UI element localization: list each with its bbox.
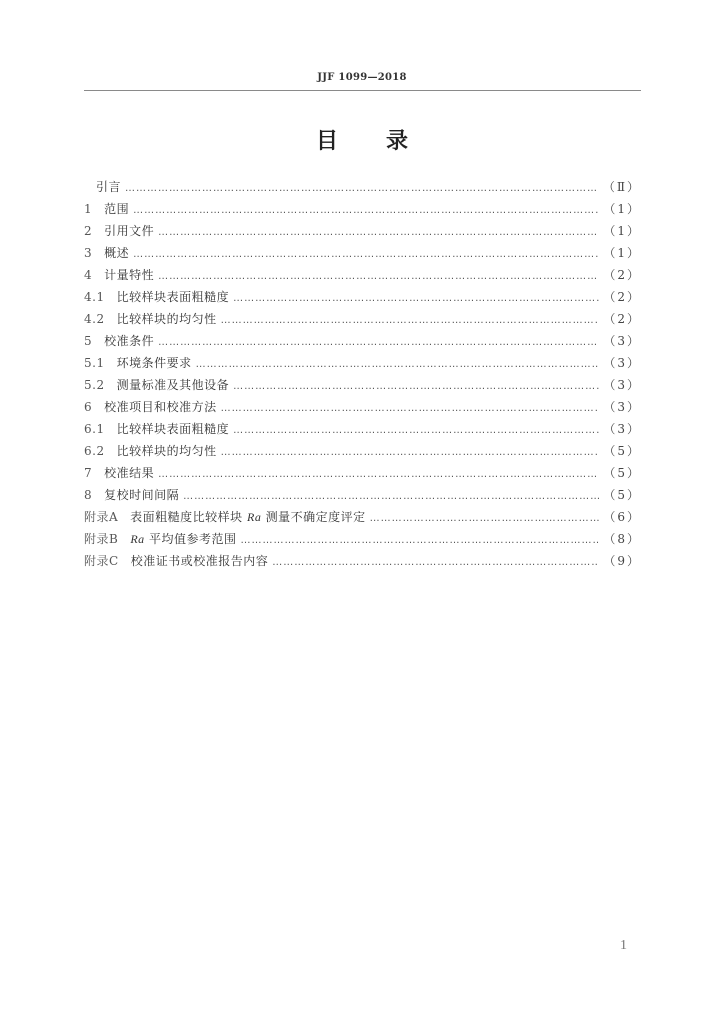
toc-entry-label	[84, 396, 217, 418]
toc-entry[interactable]	[84, 264, 641, 286]
toc-entry-number: 4.1	[84, 290, 105, 304]
toc-entry-text: 校准证书或校准报告内容	[130, 554, 269, 568]
toc-leader-dots	[241, 530, 600, 552]
toc-leader-dots	[125, 178, 599, 200]
toc-entry-text: 比较样块的均匀性	[116, 444, 217, 458]
toc-entry[interactable]	[84, 374, 641, 396]
toc-entry-text: 范围	[104, 202, 130, 216]
toc-entry-label	[84, 484, 179, 506]
page-title	[0, 124, 724, 155]
toc-entry-page: （5）	[603, 444, 641, 458]
toc-entry[interactable]	[84, 418, 641, 440]
toc-entry[interactable]	[84, 506, 641, 528]
toc-entry-number: 附录B	[84, 532, 119, 546]
toc-entry-text: 表面粗糙度比较样块 Ra 测量不确定度评定	[130, 510, 366, 524]
toc-entry-text: 引用文件	[104, 224, 155, 238]
toc-leader-dots	[158, 222, 599, 244]
toc-entry-number: 3	[84, 246, 93, 260]
toc-entry-page: （2）	[603, 268, 641, 282]
toc-entry-text: Ra 平均值参考范围	[130, 532, 237, 546]
page-number: 1	[620, 938, 627, 953]
toc-entry[interactable]	[84, 198, 641, 220]
toc-entry[interactable]	[84, 330, 641, 352]
toc-entry-label	[84, 330, 154, 352]
header-rule	[84, 90, 641, 91]
toc-leader-dots	[158, 266, 599, 288]
toc-entry-number: 5	[84, 334, 93, 348]
toc-entry-page: （3）	[603, 356, 641, 370]
toc-entry-label	[84, 308, 217, 330]
toc-leader-dots	[133, 200, 599, 222]
toc-entry-text: 比较样块表面粗糙度	[116, 422, 230, 436]
toc-entry[interactable]	[84, 462, 641, 484]
toc-entry-label	[84, 286, 229, 308]
toc-entry-label	[84, 264, 154, 286]
toc-entry-text: 引言	[96, 180, 122, 194]
toc-entry-text: 复校时间间隔	[104, 488, 180, 502]
toc-entry-number: 6.2	[84, 444, 105, 458]
toc-entry[interactable]	[84, 308, 641, 330]
toc-entry-page: （6）	[603, 510, 641, 524]
toc-entry-page: （5）	[603, 488, 641, 502]
toc-entry-page: （8）	[603, 532, 641, 546]
toc-entry-number: 8	[84, 488, 93, 502]
toc-leader-dots	[233, 420, 599, 442]
toc-leader-dots	[133, 244, 599, 266]
toc-entry-page: （3）	[603, 422, 641, 436]
toc-entry-page: （9）	[603, 554, 641, 568]
toc-entry-text: 校准条件	[104, 334, 155, 348]
toc-entry-text: 比较样块表面粗糙度	[116, 290, 230, 304]
toc-entry-number: 7	[84, 466, 93, 480]
toc-entry-page: （2）	[603, 312, 641, 326]
toc-entry-number: 附录C	[84, 554, 119, 568]
toc-entry-number: 5.1	[84, 356, 105, 370]
toc-entry-label	[84, 440, 217, 462]
toc-entry-text: 环境条件要求	[116, 356, 192, 370]
toc-leader-dots	[370, 508, 600, 530]
toc-entry-label	[84, 418, 229, 440]
toc-entry-page: （Ⅱ）	[602, 180, 641, 194]
toc-entry-text: 概述	[104, 246, 130, 260]
table-of-contents	[84, 176, 641, 572]
toc-leader-dots	[233, 376, 599, 398]
toc-leader-dots	[158, 332, 599, 354]
toc-entry-page: （1）	[603, 202, 641, 216]
toc-entry[interactable]	[84, 528, 641, 550]
toc-entry-text: 校准结果	[104, 466, 155, 480]
toc-entry-page: （3）	[603, 400, 641, 414]
toc-entry-label	[84, 352, 192, 374]
toc-leader-dots	[221, 442, 600, 464]
toc-entry-label	[84, 374, 229, 396]
toc-entry-text: 计量特性	[104, 268, 155, 282]
toc-entry-label	[84, 176, 121, 198]
toc-entry-page: （5）	[603, 466, 641, 480]
toc-entry-label	[84, 506, 366, 528]
toc-entry-page: （3）	[603, 378, 641, 392]
toc-leader-dots	[221, 398, 600, 420]
toc-entry[interactable]	[84, 220, 641, 242]
toc-leader-dots	[183, 486, 599, 508]
toc-entry-text: 比较样块的均匀性	[116, 312, 217, 326]
toc-entry[interactable]	[84, 242, 641, 264]
toc-entry-page: （1）	[603, 224, 641, 238]
toc-entry-page: （3）	[603, 334, 641, 348]
toc-entry-number: 附录A	[84, 510, 119, 524]
toc-entry-number: 1	[84, 202, 93, 216]
toc-entry-label	[84, 528, 237, 550]
toc-leader-dots	[233, 288, 599, 310]
toc-entry[interactable]	[84, 550, 641, 572]
toc-entry-number: 2	[84, 224, 93, 238]
title-char-2: 录	[386, 129, 409, 154]
toc-entry-number: 4.2	[84, 312, 105, 326]
toc-entry[interactable]	[84, 440, 641, 462]
toc-entry-label	[84, 242, 129, 264]
toc-entry-page: （1）	[603, 246, 641, 260]
toc-entry[interactable]	[84, 484, 641, 506]
toc-entry-number: 6.1	[84, 422, 105, 436]
toc-entry-label	[84, 550, 268, 572]
toc-leader-dots	[272, 552, 599, 574]
running-header: JJF 1099—2018	[317, 72, 407, 83]
toc-entry-number: 6	[84, 400, 93, 414]
title-char-1: 目	[315, 129, 338, 154]
toc-entry-page: （2）	[603, 290, 641, 304]
toc-entry-number: 5.2	[84, 378, 105, 392]
toc-entry-label	[84, 462, 154, 484]
toc-entry-text: 校准项目和校准方法	[104, 400, 217, 414]
toc-entry-label	[84, 198, 129, 220]
toc-entry-number: 4	[84, 268, 93, 282]
toc-leader-dots	[221, 310, 600, 332]
toc-leader-dots	[196, 354, 600, 376]
toc-leader-dots	[158, 464, 599, 486]
toc-entry-text: 测量标准及其他设备	[116, 378, 230, 392]
toc-entry-label	[84, 220, 154, 242]
toc-entry[interactable]	[84, 396, 641, 418]
toc-entry[interactable]	[84, 352, 641, 374]
toc-entry[interactable]	[84, 176, 641, 198]
toc-entry[interactable]	[84, 286, 641, 308]
